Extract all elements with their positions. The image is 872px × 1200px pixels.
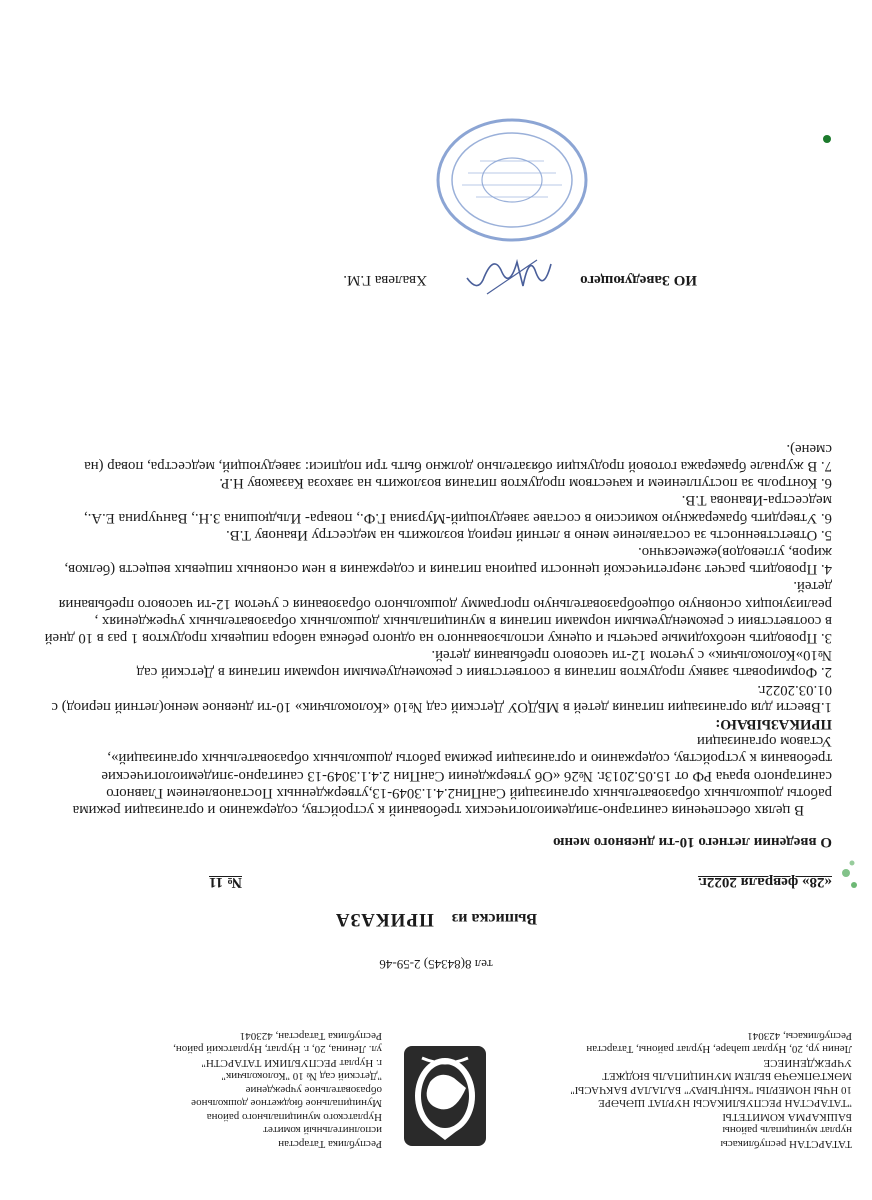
header-right-line: Муниципальное бюджетное дошкольное xyxy=(191,1097,382,1110)
basis-line: Уставом организации xyxy=(697,733,832,750)
header-right-line: образовательное учреждение xyxy=(245,1084,382,1096)
header-right-line: ул. Ленина, 20, г. Нурлат, Нурлатский район, xyxy=(173,1043,382,1056)
header-left-line: нурлат муниципаль районы xyxy=(722,1124,852,1137)
header-left-line: Республикасы, 423041 xyxy=(747,1030,852,1042)
scan-speck xyxy=(834,855,864,895)
order-number: № 11 xyxy=(209,874,242,890)
signatory-name: Хвалева Г.М. xyxy=(343,272,427,288)
official-stamp xyxy=(432,115,592,245)
header-right-line: Республика Татарстан, 423041 xyxy=(239,1030,382,1042)
order-item: 2. Формировать заявку продуктов питания в соответствии с рекомендуемыми нормами питания в Детский сад №10»Колокольчик» с учетом 12-ти часового пребывания детей. xyxy=(136,647,832,681)
header-left-line: ТАТАРСТАН республикасы xyxy=(720,1138,852,1150)
handwritten-signature xyxy=(462,252,557,300)
signatory-title: ИО Заведующего xyxy=(580,272,697,288)
order-item: 5. Ответственность за составление меню в летний период возложить на медсестру Иванову Т.В. xyxy=(226,526,832,543)
header-right-line: исполнительный комитет xyxy=(263,1124,382,1137)
order-word: ПРИКАЗЫВАЮ: xyxy=(715,715,832,732)
header-left-line: Ленин ур, 20, Нурлат шәһәре, Нурлат районы, Татарстан xyxy=(586,1043,852,1056)
title-prefix: Выписка из xyxy=(451,910,538,927)
order-date: «28» февраля 2022г. xyxy=(697,874,832,890)
intro-paragraph: В целях обеспечения санитарно-эпидемиологических требований к устройству, содержанию и организации режима работы дошкольных образовательных организаций СанПин2.4.1.3049-13,утвержденных Постановлением Главного санитарного врача РФ от 15.05.2013г. №26 «Об утверждении СанПин 2.4.1.3049-13 санитарно-эпидемиологические требования к устройству, содержанию и организации режима работы дошкольных образовательных организаций», xyxy=(72,750,832,818)
order-item: 6. Контроль за поступлением и качеством продуктов питания возложить на завхоза Казакову Н.Р. xyxy=(219,475,832,492)
header-left-line: 10 НЧЫ НОМЕРЛЫ "КЫҢГЫРАУ" БАЛАЛАР БАКЧАСЫ" xyxy=(570,1084,852,1096)
header-right-line: Нурлатского муниципального района xyxy=(206,1111,382,1123)
document-title xyxy=(0,908,872,930)
header-left-line: МӘКТӘПКӘЧӘ БЕЛЕМ МУНИЦИПАЛЬ БЮДЖЕТ xyxy=(602,1070,852,1083)
order-item: 4. Проводить расчет энергетической ценности рациона питания и содержания в нем основных пищевых веществ (белков, жиров, углеводов)ежемесячно. xyxy=(64,543,832,578)
header-left-line: "ТАТАРСТАН РЕСПУБЛИКАСЫ НУРЛАТ ШӘҺӘРЕ xyxy=(598,1097,852,1110)
header-left-line: БАШКАРМА КОМИТЕТЫ xyxy=(722,1111,852,1123)
header-left-line: УЧРЕЖДЕНИЕСЕ xyxy=(763,1057,852,1069)
order-item: 6. Утвердить бракеражную комиссию в составе заведующий-Мурзина Г.Ф., повара- Ильдюшина З.Н., Ванчурина Е.А., медсестра-Иванова Т.В. xyxy=(83,492,832,526)
order-item: 3. Проводить необходимые расчеты и оценку использованного на одного ребенка набора пищевых продуктов 1 раз в 10 дней в соответствии с рекомендуемыми нормами питания в муниципальных дошкольных образовательных учреждениях , реализующих основную общеобразовательную программу дошкольного образования с учетом 12-ти часового пребывания детей. xyxy=(44,578,832,646)
header-right-block xyxy=(0,1029,412,1151)
order-item: 1.Ввести для организации питания детей в МБДОУ Детский сад №10 «Колокольчик» 10-ти дневное меню(летний период) с 01.03.2022г. xyxy=(51,681,832,715)
scan-speck xyxy=(816,128,836,148)
header-right-line: Республика Татарстан xyxy=(278,1138,382,1150)
order-item: 7. В журнале бракеража готовой продукции обязательно должно быть три подписи: заведующий, медсестра, повар (на смене). xyxy=(84,440,832,474)
order-subject: О введении летнего 10-ти дневного меню xyxy=(553,834,832,850)
title-word: ПРИКАЗА xyxy=(334,909,434,930)
header-right-line: "Детский сад № 10 "Колокольчик" xyxy=(221,1070,382,1083)
header-right-line: г. Нурлат РЕСПУБЛИКИ ТАТАРСТН" xyxy=(201,1057,382,1069)
coat-of-arms-emblem xyxy=(402,1044,488,1148)
header-left-block xyxy=(532,1029,852,1151)
order-body xyxy=(36,440,832,818)
phone-number: тел 8(84345) 2-59-46 xyxy=(379,957,493,972)
